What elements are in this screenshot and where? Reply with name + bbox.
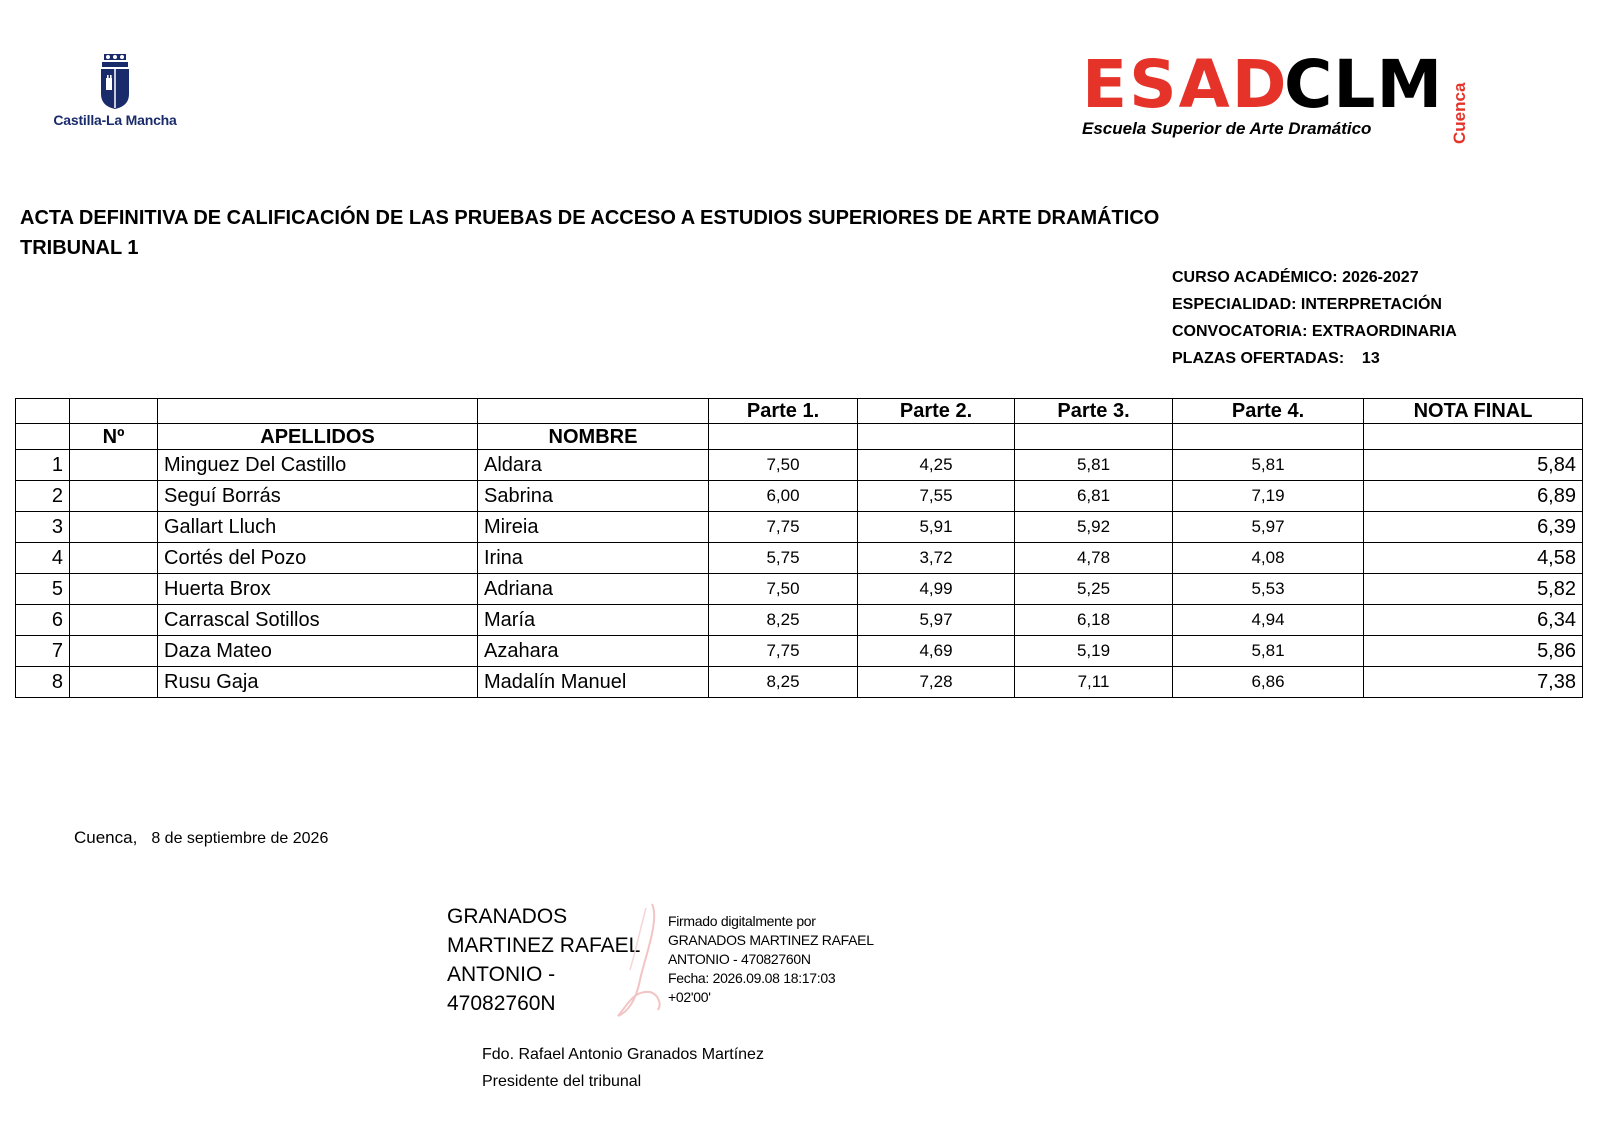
row-parte-2: 4,25 — [858, 450, 1015, 481]
row-numero — [70, 512, 158, 543]
header-parte-1: Parte 1. — [709, 399, 858, 424]
row-apellidos: Cortés del Pozo — [158, 543, 478, 574]
table-row — [16, 512, 1583, 543]
row-apellidos: Carrascal Sotillos — [158, 605, 478, 636]
row-index: 8 — [16, 667, 70, 698]
row-parte-1: 7,50 — [709, 574, 858, 605]
table-row — [16, 481, 1583, 512]
row-nota-final: 6,39 — [1364, 512, 1583, 543]
esad-logo-subtitle: Escuela Superior de Arte Dramático — [1082, 119, 1372, 138]
row-parte-3: 5,19 — [1015, 636, 1173, 667]
row-parte-1: 7,50 — [709, 450, 858, 481]
row-apellidos: Minguez Del Castillo — [158, 450, 478, 481]
grades-table-body — [16, 450, 1583, 698]
signer-name: Fdo. Rafael Antonio Granados Martínez — [482, 1046, 764, 1063]
meta-plazas: PLAZAS OFERTADAS: 13 — [1172, 350, 1380, 367]
signature-name: GRANADOS MARTINEZ RAFAEL ANTONIO - 47082760N — [447, 905, 641, 1015]
row-nota-final: 7,38 — [1364, 667, 1583, 698]
title-line-2: TRIBUNAL 1 — [20, 237, 139, 259]
row-nota-final: 5,84 — [1364, 450, 1583, 481]
date: 8 de septiembre de 2026 — [151, 830, 329, 847]
row-parte-1: 7,75 — [709, 512, 858, 543]
row-parte-2: 5,97 — [858, 605, 1015, 636]
row-nombre: María — [478, 605, 709, 636]
row-apellidos: Daza Mateo — [158, 636, 478, 667]
table-row — [16, 574, 1583, 605]
row-parte-4: 5,97 — [1173, 512, 1364, 543]
exam-meta — [1172, 264, 1457, 372]
row-parte-2: 5,91 — [858, 512, 1015, 543]
row-parte-2: 4,99 — [858, 574, 1015, 605]
row-apellidos: Rusu Gaja — [158, 667, 478, 698]
row-index: 3 — [16, 512, 70, 543]
row-nombre: Madalín Manuel — [478, 667, 709, 698]
row-nombre: Sabrina — [478, 481, 709, 512]
coat-of-arms-icon — [98, 54, 132, 110]
row-parte-3: 6,81 — [1015, 481, 1173, 512]
row-parte-4: 7,19 — [1173, 481, 1364, 512]
row-parte-4: 4,94 — [1173, 605, 1364, 636]
meta-convocatoria: CONVOCATORIA: EXTRAORDINARIA — [1172, 323, 1457, 340]
table-row — [16, 636, 1583, 667]
grades-table — [15, 398, 1583, 698]
header-parte-2: Parte 2. — [858, 399, 1015, 424]
header-parte-4: Parte 4. — [1173, 399, 1364, 424]
header-parte-3: Parte 3. — [1015, 399, 1173, 424]
row-parte-1: 8,25 — [709, 667, 858, 698]
table-row — [16, 605, 1583, 636]
meta-curso: CURSO ACADÉMICO: 2026-2027 — [1172, 269, 1419, 286]
row-nota-final: 6,34 — [1364, 605, 1583, 636]
row-parte-4: 6,86 — [1173, 667, 1364, 698]
row-nombre: Adriana — [478, 574, 709, 605]
row-nota-final: 4,58 — [1364, 543, 1583, 574]
cuenca-vertical-label: Cuenca — [1450, 82, 1469, 144]
row-index: 2 — [16, 481, 70, 512]
row-numero — [70, 667, 158, 698]
row-parte-1: 8,25 — [709, 605, 858, 636]
row-nombre: Azahara — [478, 636, 709, 667]
row-apellidos: Seguí Borrás — [158, 481, 478, 512]
row-parte-2: 7,28 — [858, 667, 1015, 698]
row-parte-3: 7,11 — [1015, 667, 1173, 698]
row-index: 6 — [16, 605, 70, 636]
row-parte-1: 6,00 — [709, 481, 858, 512]
row-nombre: Mireia — [478, 512, 709, 543]
row-parte-3: 5,81 — [1015, 450, 1173, 481]
table-header-top — [16, 399, 1583, 424]
row-parte-4: 5,81 — [1173, 636, 1364, 667]
row-numero — [70, 605, 158, 636]
clm-logo-word: CLM — [1284, 46, 1444, 123]
place: Cuenca, — [74, 828, 138, 847]
row-parte-3: 5,25 — [1015, 574, 1173, 605]
row-index: 5 — [16, 574, 70, 605]
table-header-bottom — [16, 424, 1583, 450]
esad-logo-word: ESAD — [1082, 46, 1289, 123]
row-apellidos: Gallart Lluch — [158, 512, 478, 543]
row-numero — [70, 543, 158, 574]
table-row — [16, 543, 1583, 574]
row-numero — [70, 636, 158, 667]
row-parte-2: 7,55 — [858, 481, 1015, 512]
row-parte-4: 4,08 — [1173, 543, 1364, 574]
meta-especialidad: ESPECIALIDAD: INTERPRETACIÓN — [1172, 296, 1442, 313]
signature-stroke-icon — [600, 900, 670, 1020]
signer-block — [482, 1041, 764, 1095]
esad-clm-logo — [1082, 48, 1472, 148]
castilla-la-mancha-text: Castilla-La Mancha — [53, 112, 177, 128]
row-nombre: Irina — [478, 543, 709, 574]
row-index: 7 — [16, 636, 70, 667]
place-date — [74, 828, 328, 848]
row-index: 1 — [16, 450, 70, 481]
row-index: 4 — [16, 543, 70, 574]
row-nota-final: 6,89 — [1364, 481, 1583, 512]
document-title — [20, 203, 1159, 263]
title-line-1: ACTA DEFINITIVA DE CALIFICACIÓN DE LAS PRUEBAS DE ACCESO A ESTUDIOS SUPERIORES DE ARTE DRAMÁTICO — [20, 207, 1160, 229]
header-nombre: NOMBRE — [478, 424, 709, 450]
row-apellidos: Huerta Brox — [158, 574, 478, 605]
digital-signature-info: Firmado digitalmente por GRANADOS MARTINEZ RAFAEL ANTONIO - 47082760N Fecha: 2026.09.08 18:17:03 +02'00' — [668, 913, 874, 1005]
row-parte-1: 7,75 — [709, 636, 858, 667]
row-nombre: Aldara — [478, 450, 709, 481]
row-parte-3: 6,18 — [1015, 605, 1173, 636]
row-parte-3: 4,78 — [1015, 543, 1173, 574]
castilla-la-mancha-logo — [50, 54, 180, 134]
header-apellidos: APELLIDOS — [158, 424, 478, 450]
row-numero — [70, 450, 158, 481]
row-parte-4: 5,81 — [1173, 450, 1364, 481]
row-parte-2: 3,72 — [858, 543, 1015, 574]
row-parte-2: 4,69 — [858, 636, 1015, 667]
row-nota-final: 5,82 — [1364, 574, 1583, 605]
signer-role: Presidente del tribunal — [482, 1073, 642, 1090]
row-nota-final: 5,86 — [1364, 636, 1583, 667]
table-row — [16, 667, 1583, 698]
header-numero: Nº — [70, 424, 158, 450]
row-parte-1: 5,75 — [709, 543, 858, 574]
row-parte-3: 5,92 — [1015, 512, 1173, 543]
table-row — [16, 450, 1583, 481]
row-numero — [70, 481, 158, 512]
row-numero — [70, 574, 158, 605]
header-nota-final: NOTA FINAL — [1364, 399, 1583, 424]
row-parte-4: 5,53 — [1173, 574, 1364, 605]
